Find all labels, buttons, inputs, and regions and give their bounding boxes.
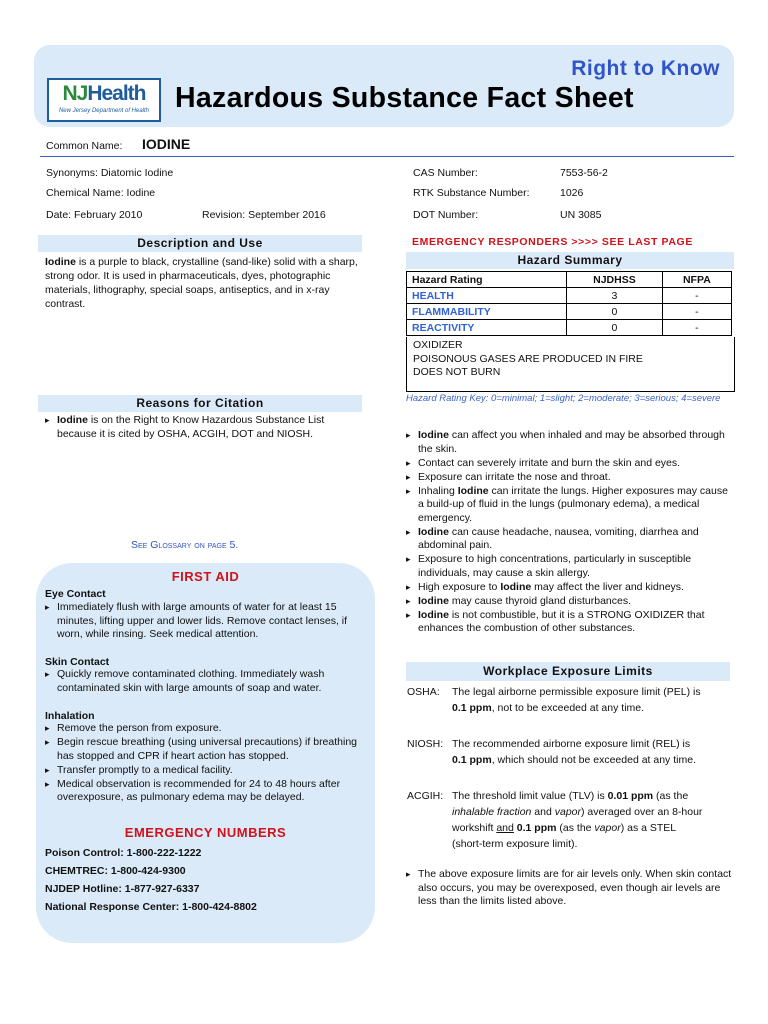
cell: 3	[567, 288, 663, 304]
hazard-note: DOES NOT BURN	[413, 366, 501, 378]
list-item: ▸ Immediately flush with large amounts of water for at least 15 minutes, lifting upper and lower lids. Remove contact lenses, if worn, while rinsing. Seek medical attention.	[45, 601, 365, 642]
emergency-numbers	[45, 844, 257, 916]
skin-contact-list	[45, 668, 365, 696]
list-item: ▸ Quickly remove contaminated clothing. Immediately wash contaminated skin with large amounts of soap and water.	[45, 668, 365, 695]
list-item: ▸ Begin rescue breathing (using universal precautions) if breathing has stopped and CPR if heart action has stopped.	[45, 736, 365, 763]
logo-nj: NJ	[62, 82, 88, 105]
osha-label: OSHA:	[407, 686, 440, 698]
exposure-limits-heading: Workplace Exposure Limits	[406, 662, 730, 681]
row-label: HEALTH	[407, 288, 567, 304]
health-effect-item: ▸ Iodine can affect you when inhaled and may be absorbed through the skin.	[406, 429, 732, 456]
eye-contact-list	[45, 601, 365, 642]
list-item: ▸ Iodine is on the Right to Know Hazardous Substance List because it is cited by OSHA, ACGIH, DOT and NIOSH.	[45, 414, 365, 441]
chemical-name: Chemical Name: Iodine	[46, 187, 156, 199]
common-name: IODINE	[142, 136, 191, 152]
citation-heading: Reasons for Citation	[38, 395, 362, 412]
list-item: ▸ Remove the person from exposure.	[45, 722, 365, 736]
dot-label: DOT Number:	[413, 209, 479, 221]
hazard-table	[406, 271, 732, 336]
col-hazard-rating: Hazard Rating	[407, 272, 567, 288]
description-heading: Description and Use	[38, 235, 362, 252]
cell: -	[662, 320, 731, 336]
logo-subtitle: New Jersey Department of Health	[58, 108, 150, 114]
acgih-text: The threshold limit value (TLV) is 0.01 ppm (as the inhalable fraction and vapor) averaged over an 8-hour workshift and 0.1 ppm (as the vapor) as a STEL (short-term exposure limit).	[452, 790, 703, 850]
inhalation-list	[45, 722, 365, 805]
table-row	[407, 304, 732, 320]
date: Date: February 2010	[46, 209, 143, 221]
hazard-note: POISONOUS GASES ARE PRODUCED IN FIRE	[413, 352, 643, 365]
rtk-number: 1026	[560, 187, 584, 199]
hazard-note: OXIDIZER	[413, 339, 463, 351]
cell: 0	[567, 304, 663, 320]
row-label: REACTIVITY	[407, 320, 567, 336]
revision: Revision: September 2016	[202, 209, 326, 221]
glossary-link[interactable]: See Glossary on page 5.	[131, 539, 239, 551]
hazard-notes	[406, 337, 735, 392]
right-to-know: Right to Know	[571, 57, 720, 80]
citation-list	[45, 414, 365, 442]
col-njdhss: NJDHSS	[567, 272, 663, 288]
emergency-responders-note: EMERGENCY RESPONDERS >>>> SEE LAST PAGE	[412, 236, 693, 248]
cell: -	[662, 288, 731, 304]
health-effect-item: ▸ Exposure can irritate the nose and throat.	[406, 471, 732, 485]
cell: -	[662, 304, 731, 320]
limits-note-list	[406, 868, 732, 909]
niosh-limit	[407, 736, 732, 770]
col-nfpa: NFPA	[662, 272, 731, 288]
cas-label: CAS Number:	[413, 167, 478, 179]
skin-contact-title: Skin Contact	[45, 656, 110, 668]
table-header-row	[407, 272, 732, 288]
description-text: Iodine is a purple to black, crystalline (sand-like) solid with a sharp, strong odor. It is used in pharmaceuticals, dyes, photographic materials, lithography, special soaps, antiseptics, and in x-ray contrast.	[45, 256, 358, 310]
list-item: ▸ Medical observation is recommended for 24 to 48 hours after overexposure, as pulmonary edema may be delayed.	[45, 778, 365, 805]
nj-health-logo	[47, 78, 161, 122]
hazard-rating-key: Hazard Rating Key: 0=minimal; 1=slight; 2=moderate; 3=serious; 4=severe	[406, 393, 721, 404]
emergency-heading: EMERGENCY NUMBERS	[124, 825, 287, 840]
list-item: ▸ The above exposure limits are for air levels only. When skin contact also occurs, you may be overexposed, even though air levels are less than the limits listed above.	[406, 868, 732, 909]
acgih-limit	[407, 788, 732, 852]
osha-limit	[407, 684, 732, 718]
health-effect-item: ▸ High exposure to Iodine may affect the liver and kidneys.	[406, 581, 732, 595]
health-effects-list	[406, 429, 732, 636]
health-effect-item: ▸ Iodine may cause thyroid gland disturbances.	[406, 595, 732, 609]
common-name-label: Common Name:	[46, 140, 123, 152]
niosh-label: NIOSH:	[407, 738, 444, 750]
health-effect-item: ▸ Inhaling Iodine can irritate the lungs. Higher exposures may cause a build-up of fluid in the lungs (pulmonary edema), a medical emergency.	[406, 485, 732, 526]
first-aid-heading: FIRST AID	[171, 569, 240, 584]
njdep-hotline: NJDEP Hotline: 1-877-927-6337	[45, 883, 200, 895]
list-item: ▸ Transfer promptly to a medical facility.	[45, 764, 365, 778]
health-effect-item: ▸ Iodine can cause headache, nausea, vomiting, diarrhea and abdominal pain.	[406, 526, 732, 553]
synonyms: Synonyms: Diatomic Iodine	[46, 167, 174, 179]
health-effect-item: ▸ Contact can severely irritate and burn the skin and eyes.	[406, 457, 732, 471]
osha-text: The legal airborne permissible exposure limit (PEL) is 0.1 ppm, not to be exceeded at any time.	[452, 686, 701, 714]
health-effect-item: ▸ Exposure to high concentrations, particularly in susceptible individuals, may cause a skin allergy.	[406, 553, 732, 580]
national-response-center: National Response Center: 1-800-424-8802	[45, 901, 257, 913]
row-label: FLAMMABILITY	[407, 304, 567, 320]
health-effect-item: ▸ Iodine is not combustible, but it is a STRONG OXIDIZER that enhances the combustion of other substances.	[406, 609, 732, 636]
eye-contact-title: Eye Contact	[45, 588, 106, 600]
table-row	[407, 320, 732, 336]
niosh-text: The recommended airborne exposure limit (REL) is 0.1 ppm, which should not be exceeded at any time.	[452, 738, 696, 766]
divider	[40, 156, 734, 157]
rtk-label: RTK Substance Number:	[413, 187, 530, 199]
cell: 0	[567, 320, 663, 336]
page-title: Hazardous Substance Fact Sheet	[175, 82, 634, 114]
hazard-summary-heading: Hazard Summary	[406, 252, 734, 269]
poison-control: Poison Control: 1-800-222-1222	[45, 847, 202, 859]
cas-number: 7553-56-2	[560, 167, 608, 179]
chemtrec: CHEMTREC: 1-800-424-9300	[45, 865, 186, 877]
logo-health: Health	[87, 82, 146, 105]
table-row	[407, 288, 732, 304]
acgih-label: ACGIH:	[407, 790, 444, 802]
inhalation-title: Inhalation	[45, 710, 95, 722]
dot-number: UN 3085	[560, 209, 602, 221]
